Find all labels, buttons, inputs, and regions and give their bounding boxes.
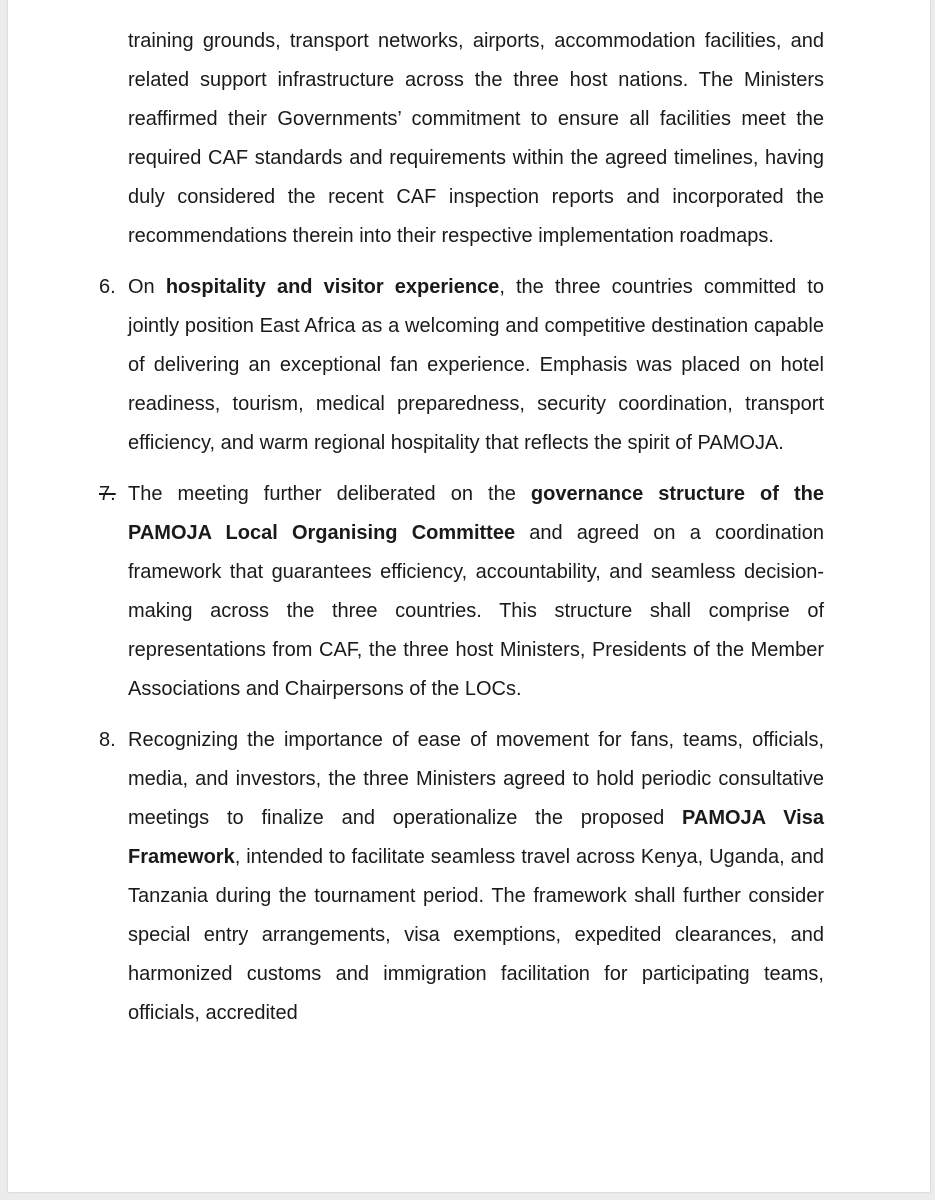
- item-number: 6.: [99, 276, 116, 298]
- numbered-item-6: [99, 268, 824, 463]
- item-emphasis: PAMOJA Visa Framework: [128, 807, 824, 868]
- item-text: , intended to facilitate seamless travel across Kenya, Uganda, and Tanzania during the tournament period. The framework shall further consider special entry arrangements, visa exemptions, expedited clearances, and harmonized customs and immigration facilitation for participating teams, officials, accredited: [128, 846, 824, 1024]
- item-text: The meeting further deliberated on the: [128, 483, 531, 505]
- numbered-item-7: [99, 475, 824, 709]
- document-body: [8, 22, 930, 1033]
- item-number: 7.: [99, 483, 116, 505]
- item-number: 8.: [99, 729, 116, 751]
- item-emphasis: governance structure of the PAMOJA Local Organising Committee: [128, 483, 824, 544]
- continued-paragraph: training grounds, transport networks, airports, accommodation facilities, and related support infrastructure across the three host nations. The Ministers reaffirmed their Governments’ commitment to ensure all facilities meet the required CAF standards and requirements within the agreed timelines, having duly considered the recent CAF inspection reports and incorporated the recommendations therein into their respective implementation roadmaps.: [128, 30, 824, 247]
- item-text: Recognizing the importance of ease of movement for fans, teams, officials, media, and investors, the three Ministers agreed to hold periodic consultative meetings to finalize and operationalize the proposed: [128, 729, 824, 829]
- numbered-item-8: [99, 721, 824, 1033]
- item-emphasis: hospitality and visitor experience: [165, 276, 500, 298]
- item-text: On: [128, 276, 166, 298]
- item-text: , the three countries committed to jointly position East Africa as a welcoming and competitive destination capable of delivering an exceptional fan experience. Emphasis was placed on hotel readiness, tourism, medical preparedness, security coordination, transport efficiency, and warm regional hospitality that reflects the spirit of PAMOJA.: [128, 276, 824, 454]
- document-page: [8, 0, 930, 1192]
- item-text: and agreed on a coordination framework that guarantees efficiency, accountability, and seamless decision-making across the three countries. This structure shall comprise of representations from CAF, the three host Ministers, Presidents of the Member Associations and Chairpersons of the LOCs.: [128, 522, 824, 700]
